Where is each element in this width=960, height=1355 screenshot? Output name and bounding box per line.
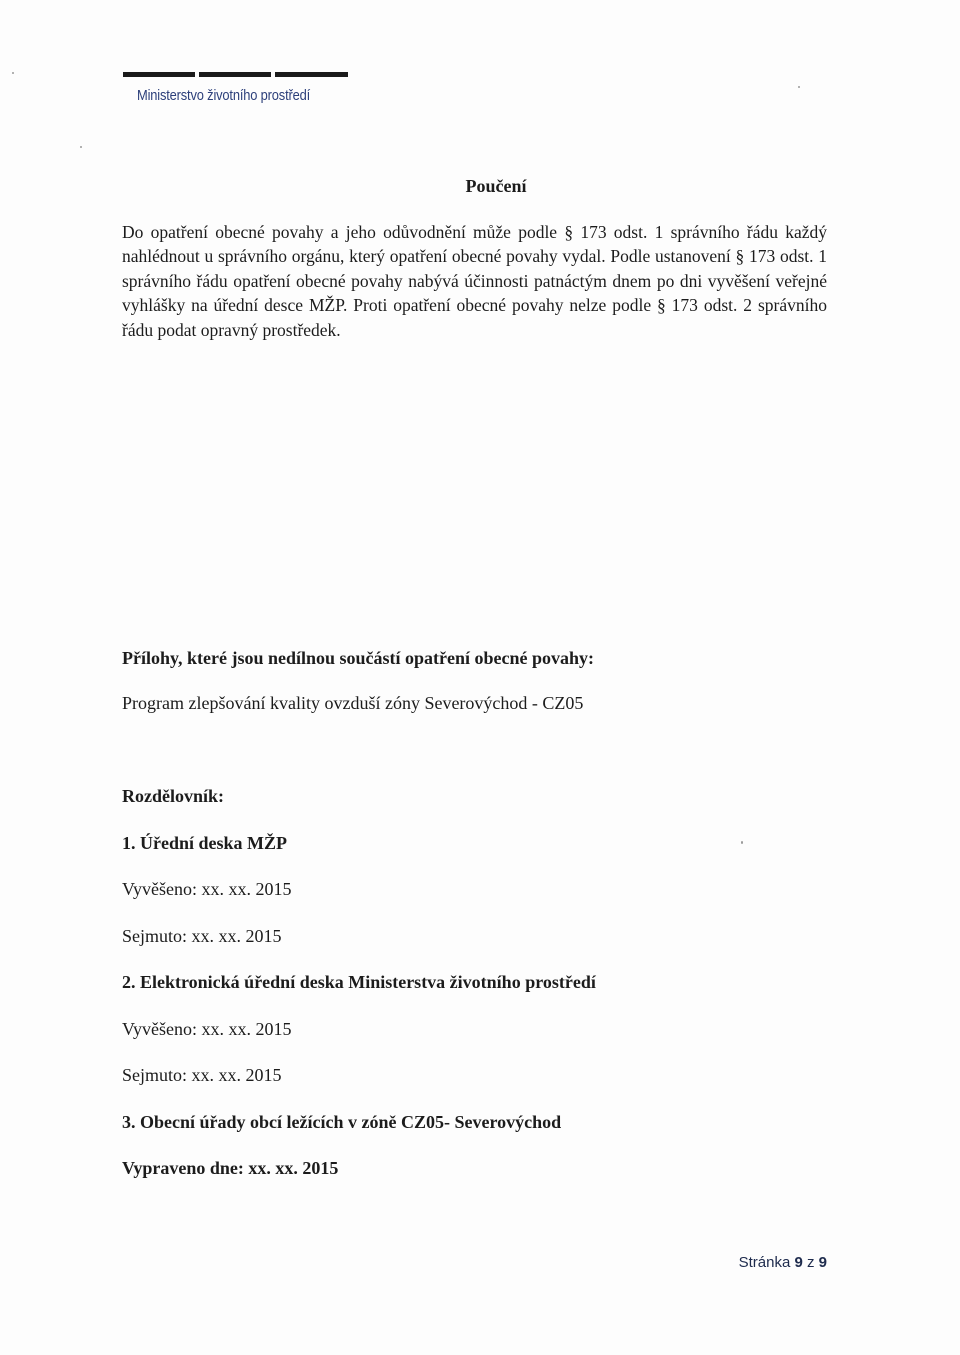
instruction-paragraph: Do opatření obecné povahy a jeho odůvodnění může podle § 173 odst. 1 správního řádu každý nahlédnout u správního orgánu, který opatření obecné povahy vydal. Podle ustanovení § 173 odst. 1 správního řádu opatření obecné povahy nabývá účinnosti patnáctým dnem po dni vyvěšení veřejné vyhlášky na úřední desce MŽP. Proti opatření obecné povahy nelze podle § 173 odst. 2 správního řádu podat opravný prostředek. <box>122 222 827 340</box>
page-number <box>739 1254 827 1271</box>
instruction-title <box>0 176 960 197</box>
instruction-title-text: Poučení <box>465 176 527 196</box>
posted-date: Vyvěšeno: xx. xx. 2015 <box>122 1019 292 1039</box>
posted-date: Vyvěšeno: xx. xx. 2015 <box>122 879 292 899</box>
header-rule <box>123 72 348 77</box>
page-prefix: Stránka <box>738 1254 795 1271</box>
scan-speck <box>12 72 14 74</box>
header-bar <box>275 72 348 77</box>
removed-date: Sejmuto: xx. xx. 2015 <box>122 926 282 946</box>
header-bar <box>199 72 271 77</box>
distribution-item-title: 1. Úřední deska MŽP <box>122 833 288 853</box>
removed-date: Sejmuto: xx. xx. 2015 <box>122 1065 282 1085</box>
scan-speck <box>741 841 743 844</box>
scan-speck <box>798 86 800 88</box>
page-separator: z <box>802 1254 819 1271</box>
page-total: 9 <box>818 1254 827 1271</box>
distribution-heading: Rozdělovník: <box>122 786 225 806</box>
header-bar <box>123 72 195 77</box>
distribution-item-title: 2. Elektronická úřední deska Ministerstva životního prostředí <box>122 972 596 992</box>
attachment-item: Program zlepšování kvality ovzduší zóny Severovýchod - CZ05 <box>122 693 584 713</box>
ministry-name: Ministerstvo životního prostředí <box>137 87 311 104</box>
page-current: 9 <box>794 1254 803 1271</box>
scan-speck <box>80 146 82 148</box>
sent-date: Vypraveno dne: xx. xx. 2015 <box>122 1158 339 1178</box>
distribution-item-title: 3. Obecní úřady obcí ležících v zóně CZ05- Severovýchod <box>122 1112 562 1132</box>
attachments-heading: Přílohy, které jsou nedílnou součástí opatření obecné povahy: <box>122 648 595 668</box>
